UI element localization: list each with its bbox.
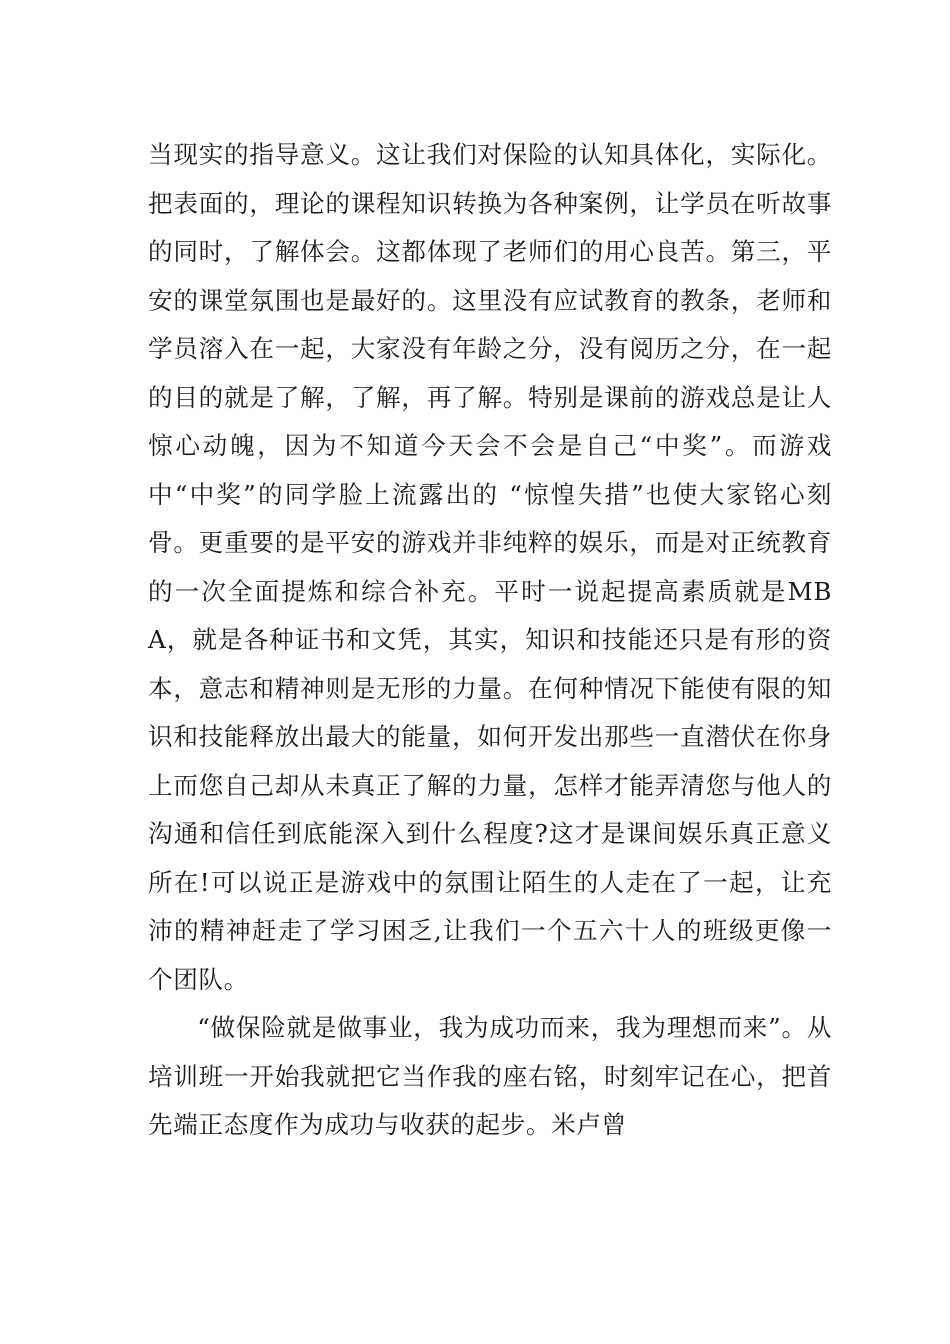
body-paragraph-1: 当现实的指导意义。这让我们对保险的认知具体化，实际化。把表面的，理论的课程知识转换为各种案例，让学员在听故事的同时，了解体会。这都体现了老师们的用心良苦。第三，平安的课堂氛围也是最好的。这里没有应试教育的教条，老师和学员溶入在一起，大家没有年龄之分，没有阅历之分，在一起的目的就是了解，了解，再了解。特别是课前的游戏总是让人惊心动魄，因为不知道今天会不会是自己“中奖”。而游戏中“中奖”的同学脸上流露出的 “惊惶失措”也使大家铭心刻骨。更重要的是平安的游戏并非纯粹的娱乐，而是对正统教育的一次全面提炼和综合补充。平时一说起提高素质就是MBA，就是各种证书和文凭，其实，知识和技能还只是有形的资本，意志和精神则是无形的力量。在何种情况下能使有限的知识和技能释放出最大的能量，如何开发出那些一直潜伏在你身上而您自己却从未真正了解的力量，怎样才能弄清您与他人的沟通和信任到底能深入到什么程度?这才是课间娱乐真正意义所在!可以说正是游戏中的氛围让陌生的人走在了一起，让充沛的精神赶走了学习困乏,让我们一个五六十人的班级更像一个团队。 [148, 140, 832, 994]
body-paragraph-2: “做保险就是做事业，我为成功而来，我为理想而来”。从培训班一开始我就把它当作我的座右铭，时刻牢记在心，把首先端正态度作为成功与收获的起步。米卢曾 [148, 1013, 832, 1139]
